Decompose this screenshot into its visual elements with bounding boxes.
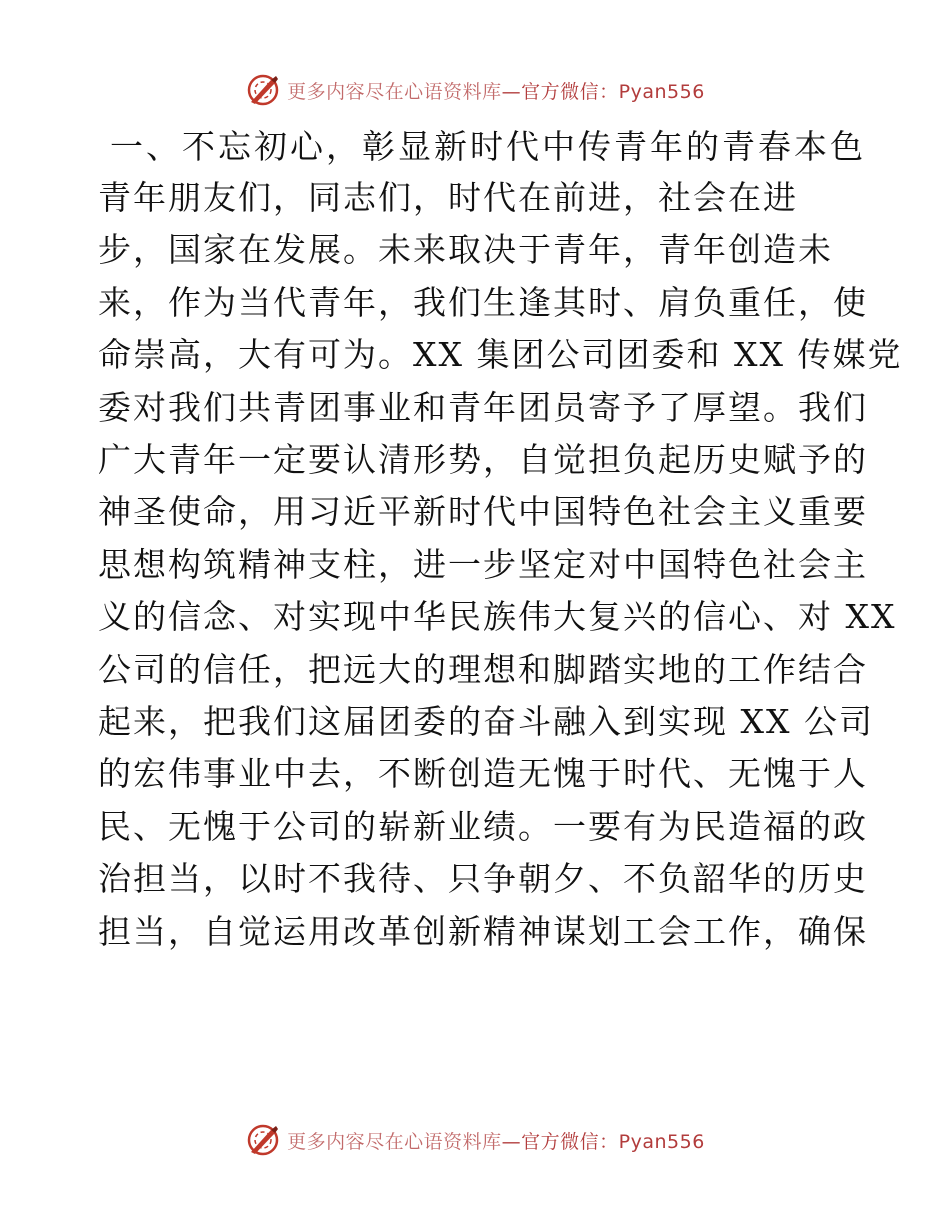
body-line: 广大青年一定要认清形势，自觉担负起历史赋予的 <box>98 440 868 480</box>
body-line: 来，作为当代青年，我们生逢其时、肩负重任，使 <box>98 282 868 322</box>
body-line: 青年朋友们，同志们，时代在前进，社会在进 <box>98 178 798 217</box>
footer-banner <box>0 1120 950 1160</box>
pen-logo-icon <box>245 72 281 108</box>
body-line: 民、无愧于公司的崭新业绩。一要有为民造福的政 <box>98 806 868 846</box>
body-line: 思想构筑精神支柱，进一步坚定对中国特色社会主 <box>98 544 868 584</box>
header-banner-text <box>287 77 705 104</box>
body-line: 神圣使命，用习近平新时代中国特色社会主义重要 <box>98 492 868 532</box>
section-heading: 一、不忘初心，彰显新时代中传青年的青春本色 <box>110 127 866 166</box>
body-line: 起来，把我们这届团委的奋斗融入到实现 XX 公司 <box>98 702 874 742</box>
body-text <box>98 172 903 958</box>
body-line: 公司的信任，把远大的理想和脚踏实地的工作结合 <box>98 649 868 689</box>
header-banner-text-left: 更多内容尽在心语资料库 <box>287 80 502 103</box>
header-banner <box>0 70 950 110</box>
body-line: 委对我们共青团事业和青年团员寄予了厚望。我们 <box>98 387 868 427</box>
body-line: 步，国家在发展。未来取决于青年，青年创造未 <box>98 230 833 270</box>
body-line: 的宏伟事业中去，不断创造无愧于时代、无愧于人 <box>98 754 868 794</box>
body-line: 治担当，以时不我待、只争朝夕、不负韶华的历史 <box>98 859 868 899</box>
header-banner-text-right: —官方微信：Pyan556 <box>501 80 705 103</box>
footer-banner-text <box>287 1127 705 1154</box>
body-line: 担当，自觉运用改革创新精神谋划工会工作，确保 <box>98 911 868 951</box>
footer-banner-text-right: —官方微信：Pyan556 <box>501 1130 705 1153</box>
footer-banner-text-left: 更多内容尽在心语资料库 <box>287 1130 502 1153</box>
pen-logo-icon <box>245 1122 281 1158</box>
body-line: 义的信念、对实现中华民族伟大复兴的信心、对 XX <box>98 597 897 637</box>
body-line: 命崇高，大有可为。XX 集团公司团委和 XX 传媒党 <box>98 335 903 375</box>
